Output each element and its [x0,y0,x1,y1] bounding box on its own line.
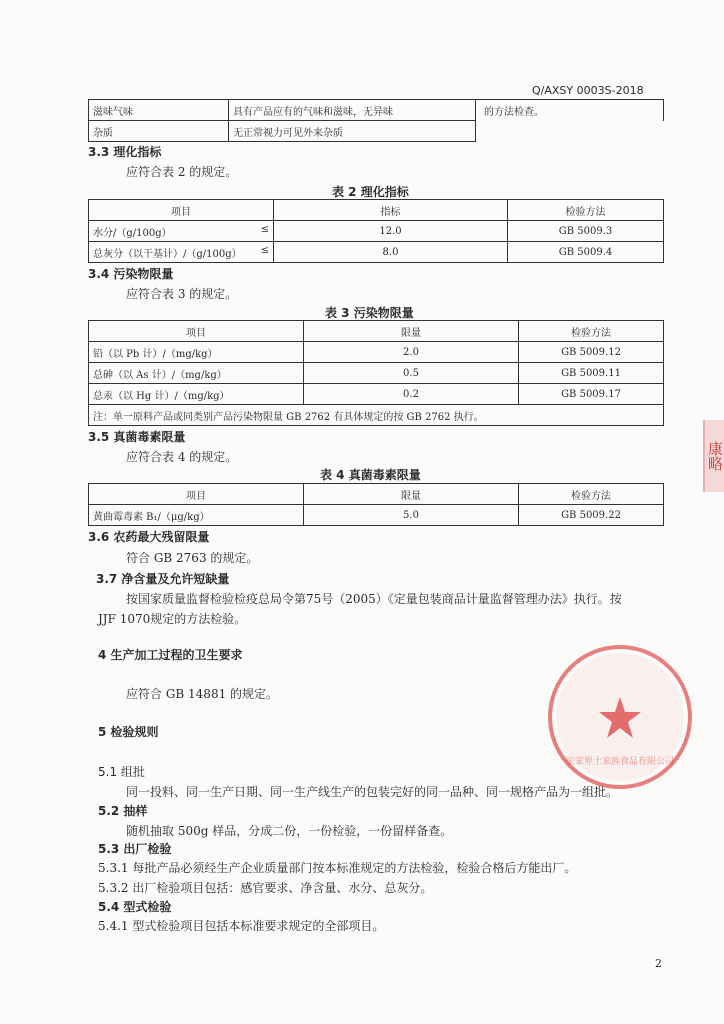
section-3-6-heading: 3.6 农药最大残留限量 [88,530,210,544]
table-cell: 总砷（以 As 计）/（mg/kg） [89,363,304,384]
sensory-table [88,99,476,142]
table-cell: 杂质 [89,121,229,142]
table-cell: 水分/（g/100g） ≤ [89,221,274,242]
section-3-4-heading: 3.4 污染物限量 [88,267,174,281]
table-cell: 总灰分（以干基计）/（g/100g） ≤ [89,242,274,263]
table-cell: 铅（以 Pb 计）/（mg/kg） [89,342,304,363]
section-5-heading: 5 检验规则 [98,725,159,739]
table-header: 检验方法 [519,484,664,505]
table-header-row [89,200,664,221]
table-cell: 12.0 [274,221,508,242]
table-row [89,342,664,363]
table-row [89,384,664,405]
table-row [89,121,476,142]
seal-text: 张家界土家族食品有限公司 [565,757,675,767]
table-cell: GB 5009.22 [519,505,664,526]
table-header: 项目 [89,200,274,221]
table-cell: 5.0 [304,505,519,526]
table3-caption: 表 3 污染物限量 [325,306,414,320]
section-5-4-heading: 5.4 型式检验 [98,900,172,914]
section-3-5-text: 应符合表 4 的规定。 [126,450,238,464]
table-cell: 无正常视力可见外来杂质 [229,121,476,142]
table-cell: 滋味气味 [89,100,229,121]
table-row [89,363,664,384]
table-row [89,221,664,242]
section-5-3-1: 5.3.1 每批产品必须经生产企业质量部门按本标准规定的方法检验，检验合格后方能出厂。 [98,861,577,875]
table-cell: 黄曲霉毒素 B₁/（μg/kg） [89,505,304,526]
table-cell: 总汞（以 Hg 计）/（mg/kg） [89,384,304,405]
section-5-4-1: 5.4.1 型式检验项目包括本标准要求规定的全部项目。 [98,919,385,933]
section-3-4-text: 应符合表 3 的规定。 [126,287,238,301]
table-header-row [89,321,664,342]
section-5-1-heading: 5.1 组批 [98,765,145,779]
section-3-7-line1: 按国家质量监督检验检疫总局令第75号（2005）《定量包装商品计量监督管理办法》执行。按 [126,592,622,606]
table-note-row [89,405,664,426]
table-header: 指标 [274,200,508,221]
section-3-7-heading: 3.7 净含量及允许短缺量 [96,572,230,586]
side-tab: 康略 [703,420,724,492]
method-tail: 的方法检查。 [484,107,544,118]
table-header: 限量 [304,321,519,342]
table-header-row [89,484,664,505]
table-cell: 8.0 [274,242,508,263]
doc-code: Q/AXSY 0003S-2018 [532,84,644,97]
section-4-heading: 4 生产加工过程的卫生要求 [98,648,243,662]
section-5-1-text: 同一投料、同一生产日期、同一生产线生产的包装完好的同一品种、同一规格产品为一组批。 [126,785,619,799]
mycotoxin-table [88,483,664,526]
table-header: 检验方法 [519,321,664,342]
table-cell: GB 5009.3 [508,221,664,242]
table-cell: 0.5 [304,363,519,384]
table-cell: GB 5009.4 [508,242,664,263]
company-seal [545,642,695,792]
table-cell: GB 5009.12 [519,342,664,363]
section-5-3-2: 5.3.2 出厂检验项目包括：感官要求、净含量、水分、总灰分。 [98,881,433,895]
table-header: 项目 [89,484,304,505]
section-5-2-heading: 5.2 抽样 [98,804,148,818]
table-cell: 具有产品应有的气味和滋味，无异味 [229,100,476,121]
table-row [89,505,664,526]
table-cell: GB 5009.11 [519,363,664,384]
table4-caption: 表 4 真菌毒素限量 [320,468,421,482]
section-3-3-text: 应符合表 2 的规定。 [126,165,238,179]
table-note: 注：单一原料产品或同类别产品污染物限量 GB 2762 有具体规定的按 GB 2762 执行。 [89,405,664,426]
table-header: 项目 [89,321,304,342]
page-number: 2 [655,957,662,970]
table-header: 检验方法 [508,200,664,221]
section-3-5-heading: 3.5 真菌毒素限量 [88,430,186,444]
contaminant-table [88,320,664,426]
section-3-3-heading: 3.3 理化指标 [88,145,162,159]
section-3-7-line2: JJF 1070规定的方法检验。 [98,612,247,626]
table-cell: 2.0 [304,342,519,363]
table-row [89,100,476,121]
table-cell: 0.2 [304,384,519,405]
physchem-table [88,199,664,263]
table-row [89,242,664,263]
table-header: 限量 [304,484,519,505]
section-5-3-heading: 5.3 出厂检验 [98,842,172,856]
section-4-text: 应符合 GB 14881 的规定。 [126,687,279,701]
section-3-6-text: 符合 GB 2763 的规定。 [126,551,259,565]
table2-caption: 表 2 理化指标 [332,185,409,199]
section-5-2-text: 随机抽取 500g 样品，分成二份，一份检验，一份留样备查。 [126,824,453,838]
table-cell: GB 5009.17 [519,384,664,405]
